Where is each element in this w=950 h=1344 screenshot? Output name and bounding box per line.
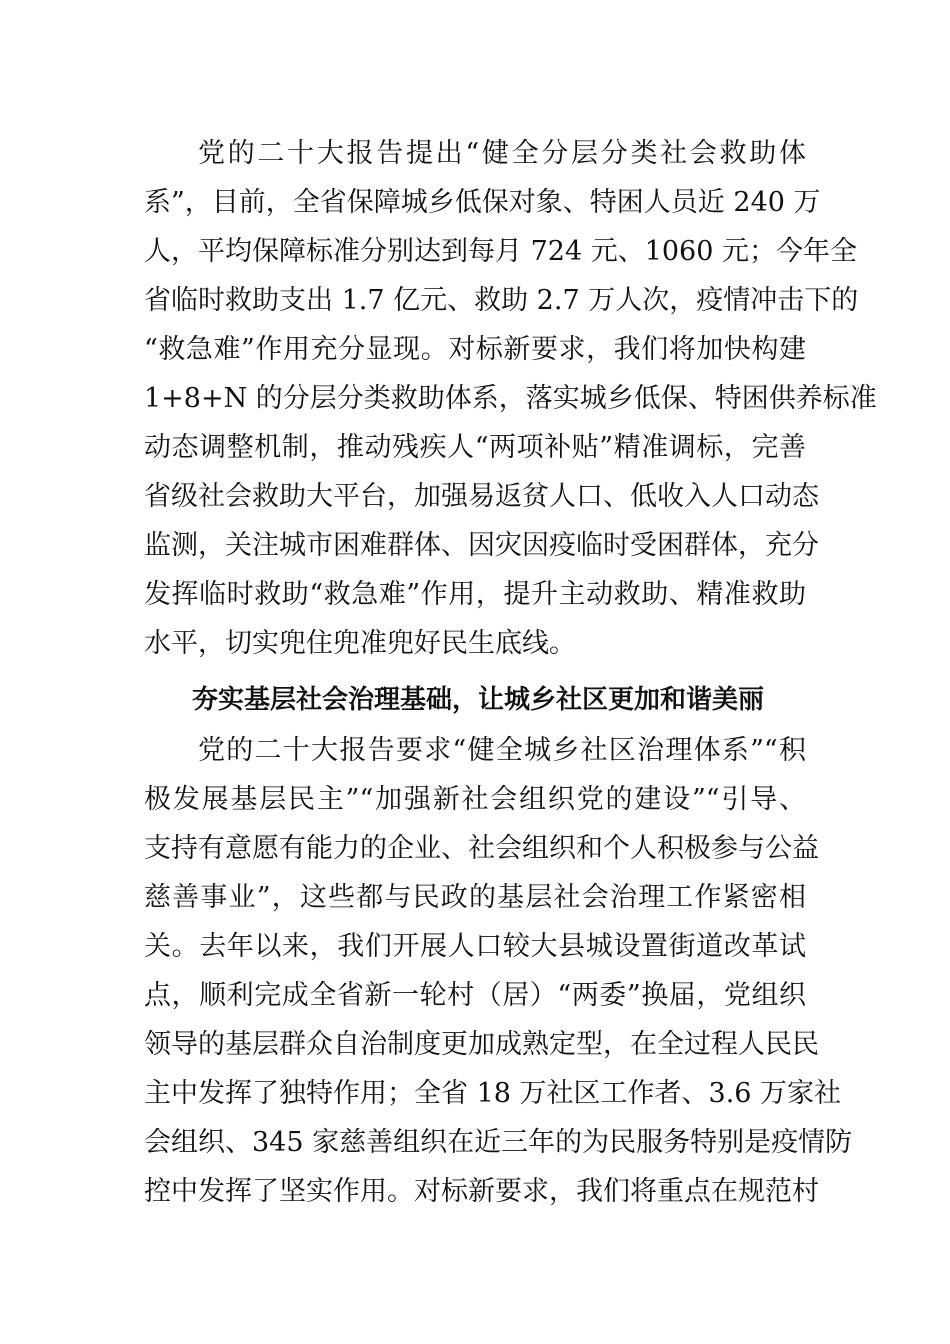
paragraph-1-line-8: 省级社会救助大平台，加强易返贫人口、低收入人口动态 xyxy=(144,481,819,512)
paragraph-2-line-7: 领导的基层群众自治制度更加成熟定型，在全过程人民民 xyxy=(144,1029,819,1060)
paragraph-1-line-6: 1+8+N 的分层分类救助体系，落实城乡低保、特困供养标准 xyxy=(144,383,877,414)
paragraph-2-line-4: 慈善事业”，这些都与民政的基层社会治理工作紧密相 xyxy=(144,882,806,913)
paragraph-1-line-3: 人，平均保障标准分别达到每月 724 元、1060 元；今年全 xyxy=(144,236,857,267)
paragraph-1-line-10: 发挥临时救助“救急难”作用，提升主动救助、精准救助 xyxy=(144,579,806,610)
paragraph-1-line-2: 系”，目前，全省保障城乡低保对象、特困人员近 240 万 xyxy=(144,187,821,218)
paragraph-2-line-8: 主中发挥了独特作用；全省 18 万社区工作者、3.6 万家社 xyxy=(144,1078,842,1109)
paragraph-2-line-6: 点，顺利完成全省新一轮村（居）“两委”换届，党组织 xyxy=(144,980,806,1011)
paragraph-1-line-5: “救急难”作用充分显现。对标新要求，我们将加快构建 xyxy=(144,334,806,365)
paragraph-1-line-11: 水平，切实兜住兜准兜好民生底线。 xyxy=(144,628,576,659)
paragraph-1-line-1: 党的二十大报告提出“健全分层分类社会救助体 xyxy=(198,138,806,169)
paragraph-1-line-7: 动态调整机制，推动残疾人“两项补贴”精准调标，完善 xyxy=(144,432,806,463)
paragraph-1-line-9: 监测，关注城市困难群体、因灾因疫临时受困群体，充分 xyxy=(144,530,819,561)
paragraph-2-line-2: 极发展基层民主”“加强新社会组织党的建设”“引导、 xyxy=(144,784,806,815)
paragraph-1-line-4: 省临时救助支出 1.7 亿元、救助 2.7 万人次，疫情冲击下的 xyxy=(144,285,859,316)
paragraph-2-line-3: 支持有意愿有能力的企业、社会组织和个人积极参与公益 xyxy=(144,833,819,864)
section-heading: 夯实基层社会治理基础，让城乡社区更加和谐美丽 xyxy=(192,685,765,715)
paragraph-2-line-10: 控中发挥了坚实作用。对标新要求，我们将重点在规范村 xyxy=(144,1176,819,1207)
paragraph-2-line-9: 会组织、345 家慈善组织在近三年的为民服务特别是疫情防 xyxy=(144,1127,853,1158)
paragraph-2-line-1: 党的二十大报告要求“健全城乡社区治理体系”“积 xyxy=(198,735,806,766)
paragraph-2-line-5: 关。去年以来，我们开展人口较大县城设置街道改革试 xyxy=(144,931,806,962)
